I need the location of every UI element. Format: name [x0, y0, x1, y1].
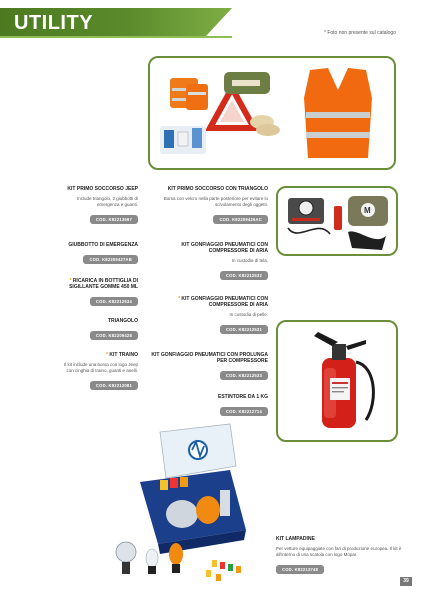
product-fire-extinguisher	[180, 394, 268, 418]
product-title-text: KIT TRAINO	[109, 352, 138, 358]
product-inflator-leather	[160, 296, 268, 336]
product-first-aid-kit-triangle	[152, 186, 268, 226]
page-title: UTILITY	[14, 12, 94, 34]
product-first-aid-kit-jeep	[60, 186, 138, 226]
product-description: In custodia di pelle.	[229, 312, 268, 317]
product-code-badge: COD. K82212534	[90, 297, 138, 306]
product-code-badge: COD. K82212532	[220, 271, 268, 280]
product-inflator-extension	[148, 352, 268, 382]
product-description: In custodia di tela.	[231, 258, 268, 263]
product-code-badge: COD. K82212081	[90, 381, 138, 390]
product-code-badge: COD. K82209428	[90, 331, 138, 340]
catalog-note: * Foto non presente sul catalogo	[324, 30, 396, 36]
svg-text:M: M	[364, 206, 371, 215]
product-code-badge: COD. K82212531	[220, 325, 268, 334]
product-code-badge: COD. K82213748	[276, 565, 324, 574]
product-title: KIT PRIMO SOCCORSO CON TRIANGOLO	[167, 186, 268, 192]
product-title-text: RICARICA IN BOTTIGLIA DI SIGILLANTE GOMME 450 ML	[69, 278, 138, 290]
page-number: 39	[400, 577, 412, 586]
product-inflator-canvas	[160, 242, 268, 282]
product-title	[56, 352, 138, 358]
not-pictured-star: *	[178, 296, 181, 302]
product-description: Per vetture equipaggiate con fari di produzione europea. Il kit è all'interno di una scatola con logo Mopar.	[276, 546, 402, 557]
product-code-badge: COD. K82209427AB	[83, 255, 138, 264]
product-description: Borsa con velcro nella parte posteriore per evitare lo scivolamento degli oggetti.	[163, 196, 268, 207]
product-code-badge: COD. K82213597	[90, 215, 138, 224]
product-description: Il kit include una borsa con logo Jeep con cinghia di traino, guanti e anelli.	[63, 362, 138, 373]
product-title: KIT LAMPADINE	[276, 536, 315, 542]
not-pictured-star: *	[106, 352, 108, 358]
product-code-badge: COD. K82212533	[220, 371, 268, 380]
not-pictured-star: *	[69, 278, 72, 284]
product-emergency-vest	[60, 242, 138, 266]
first-aid-products-image	[148, 56, 396, 170]
product-description: Include triangolo, 2 giubbotti di emergenza e guanti.	[76, 196, 138, 207]
product-title: KIT GONFIAGGIO PNEUMATICI CON PROLUNGA PER COMPRESSORE	[151, 352, 268, 364]
product-code-badge: COD. K82209426AC	[213, 215, 268, 224]
product-title: ESTINTORE DA 1 KG	[217, 394, 268, 400]
header-stripe	[0, 36, 232, 38]
product-towing-kit	[56, 352, 138, 392]
tire-inflator-kit-image	[276, 186, 398, 256]
product-code-badge: COD. K82212714	[220, 407, 268, 416]
product-bulb-kit	[276, 536, 404, 576]
product-sealant-refill	[60, 278, 138, 308]
bulb-kit-image	[112, 420, 270, 590]
product-title-text: KIT GONFIAGGIO PNEUMATICI CON COMPRESSORE DI ARIA	[181, 296, 268, 308]
product-title: KIT GONFIAGGIO PNEUMATICI CON COMPRESSORE DI ARIA	[181, 242, 268, 254]
fire-extinguisher-image	[276, 320, 398, 442]
product-triangle	[60, 318, 138, 342]
product-title: GIUBBOTTO DI EMERGENZA	[68, 242, 138, 248]
product-title	[160, 296, 268, 308]
product-title: TRIANGOLO	[108, 318, 138, 324]
product-title	[60, 278, 138, 290]
product-title: KIT PRIMO SOCCORSO JEEP	[67, 186, 138, 192]
